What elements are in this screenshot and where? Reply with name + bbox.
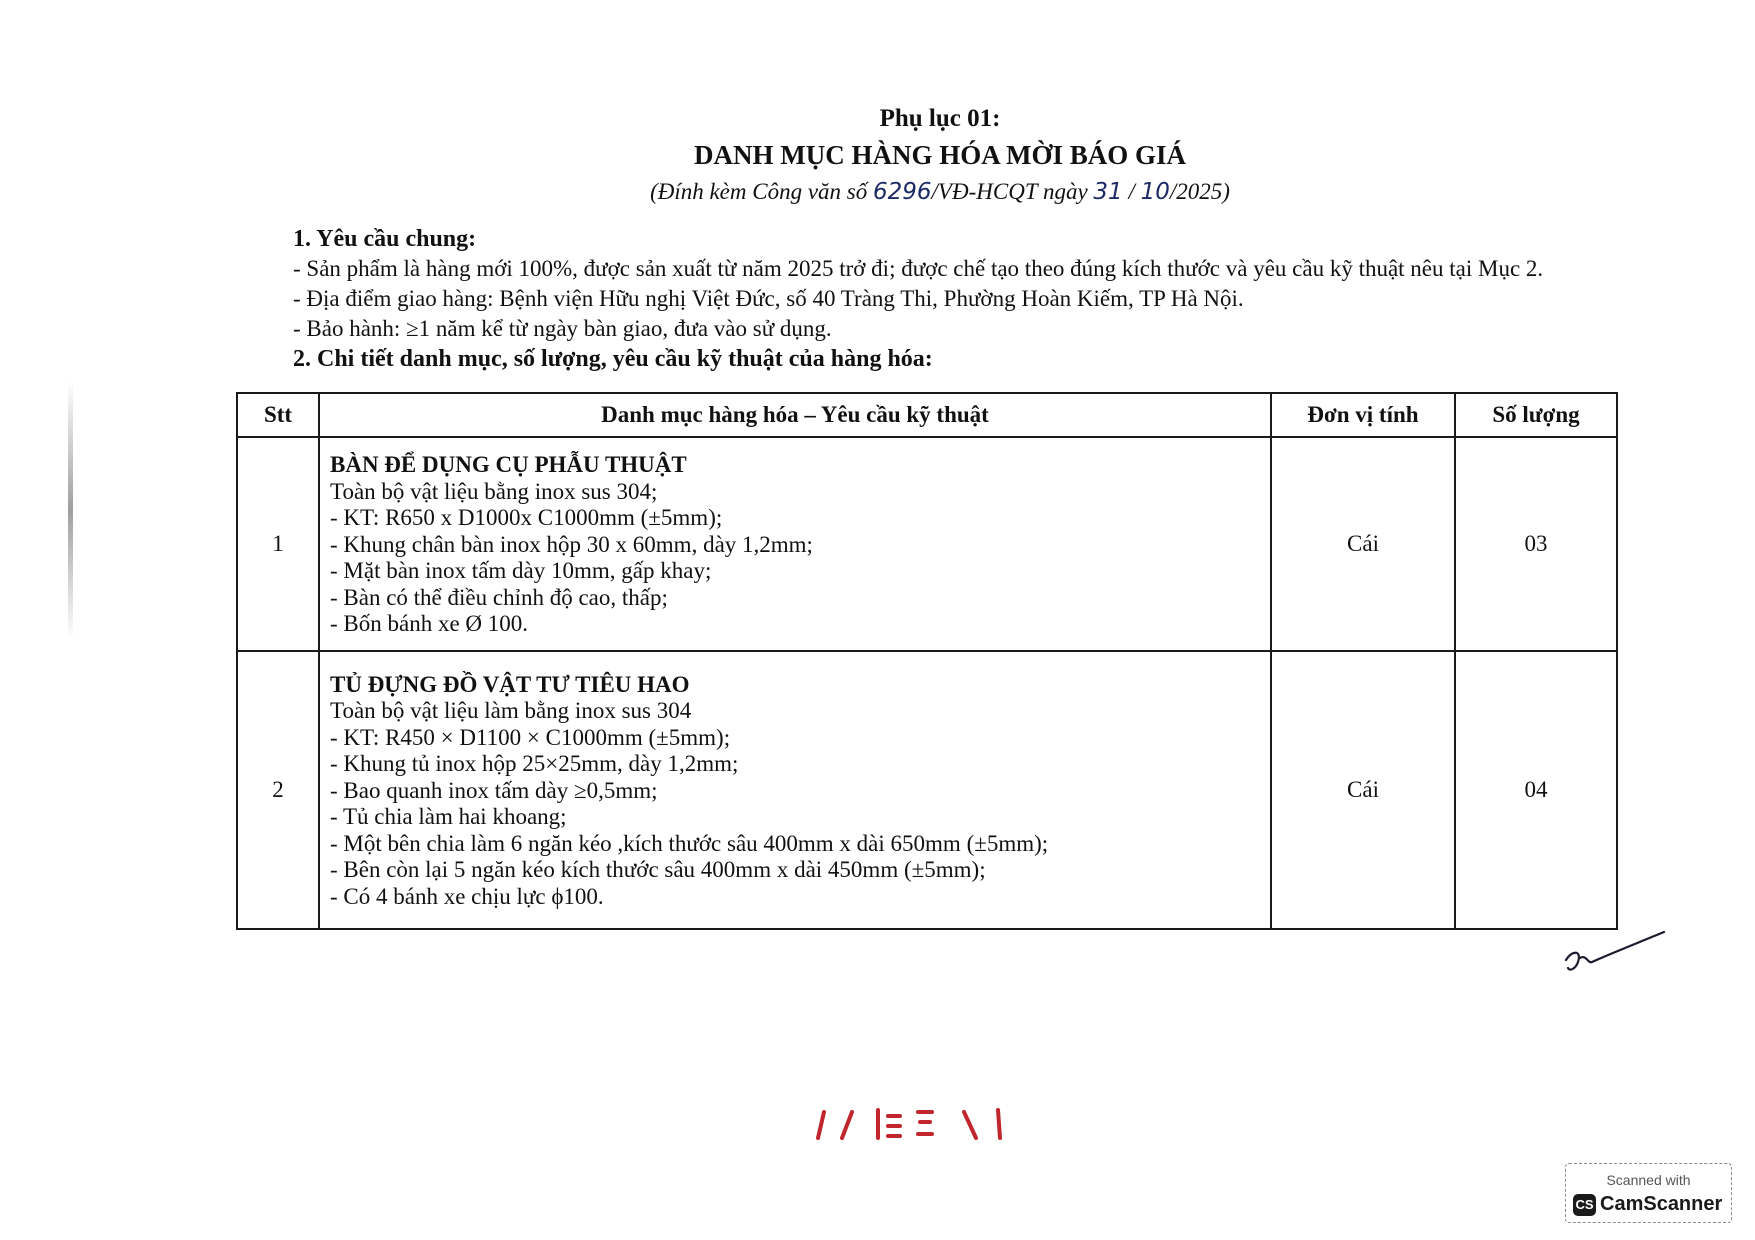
handwritten-initials [1560, 928, 1670, 978]
attach-mid: /VĐ-HCQT ngày [931, 179, 1094, 204]
item-title: TỦ ĐỰNG ĐỒ VẬT TƯ TIÊU HAO [330, 671, 690, 697]
camscanner-watermark [1565, 1163, 1732, 1223]
item-title: BÀN ĐỂ DỤNG CỤ PHẪU THUẬT [330, 452, 687, 478]
header-unit: Đơn vị tính [1271, 393, 1455, 437]
row-description [319, 437, 1271, 651]
spec-line: - KT: R450 × D1100 × C1000mm (±5mm); [330, 724, 731, 750]
general-heading: 1. Yêu cầu chung: [293, 226, 477, 252]
row-stt: 2 [237, 651, 319, 929]
spec-line: Toàn bộ vật liệu làm bằng inox sus 304 [330, 698, 692, 724]
goods-table [236, 392, 1618, 930]
spec-line: - Khung chân bàn inox hộp 30 x 60mm, dày 1,2mm; [330, 531, 813, 557]
general-line: - Địa điểm giao hàng: Bệnh viện Hữu nghị Việt Đức, số 40 Tràng Thi, Phường Hoàn Kiếm, TP Hà Nội. [293, 286, 1244, 311]
handwritten-doc-number: 6296 [873, 179, 932, 205]
row-stt: 1 [237, 437, 319, 651]
spec-line: - Bàn có thể điều chỉnh độ cao, thấp; [330, 584, 668, 610]
table-row [237, 437, 1617, 651]
spec-line: Toàn bộ vật liệu bằng inox sus 304; [330, 478, 658, 504]
row-quantity: 04 [1455, 651, 1617, 929]
spec-line: - Bao quanh inox tấm dày ≥0,5mm; [330, 777, 658, 803]
spec-line: - Có 4 bánh xe chịu lực ϕ100. [330, 883, 604, 909]
table-row [237, 651, 1617, 929]
document-title: DANH MỤC HÀNG HÓA MỜI BÁO GIÁ [694, 140, 1186, 170]
scanned-with-label: Scanned with [1606, 1172, 1691, 1188]
red-seal-fragment [808, 1098, 1018, 1142]
scan-edge-shadow [68, 380, 73, 640]
handwritten-day: 31 [1093, 179, 1123, 205]
attachment-reference [0, 174, 1755, 210]
general-requirements [293, 224, 1693, 374]
handwritten-month: 10 [1140, 179, 1170, 205]
camscanner-logo-icon: CS [1573, 1194, 1596, 1216]
date-separator: / [1122, 179, 1141, 204]
table-header-row [237, 393, 1617, 437]
header-description: Danh mục hàng hóa – Yêu cầu kỹ thuật [319, 393, 1271, 437]
spec-line: - Bên còn lại 5 ngăn kéo kích thước sâu 400mm x dài 450mm (±5mm); [330, 857, 986, 883]
spec-line: - Bốn bánh xe Ø 100. [330, 611, 529, 637]
spec-line: - KT: R650 x D1000x C1000mm (±5mm); [330, 505, 723, 531]
row-quantity: 03 [1455, 437, 1617, 651]
attach-prefix: (Đính kèm Công văn số [650, 179, 873, 204]
general-line: - Bảo hành: ≥1 năm kể từ ngày bàn giao, đưa vào sử dụng. [293, 316, 832, 341]
spec-line: - Khung tủ inox hộp 25×25mm, dày 1,2mm; [330, 751, 739, 777]
spec-line: - Tủ chia làm hai khoang; [330, 804, 567, 830]
document-header [0, 102, 1755, 210]
detail-heading: 2. Chi tiết danh mục, số lượng, yêu cầu kỹ thuật của hàng hóa: [293, 346, 933, 372]
row-unit: Cái [1271, 651, 1455, 929]
attach-suffix: /2025) [1169, 179, 1230, 204]
camscanner-name: CamScanner [1600, 1193, 1723, 1215]
header-stt: Stt [237, 393, 319, 437]
row-description [319, 651, 1271, 929]
header-quantity: Số lượng [1455, 393, 1617, 437]
general-line: - Sản phẩm là hàng mới 100%, được sản xuất từ năm 2025 trở đi; được chế tạo theo đúng kích thước và yêu cầu kỹ thuật nêu tại Mục 2. [293, 256, 1544, 281]
row-unit: Cái [1271, 437, 1455, 651]
appendix-label: Phụ lục 01: [879, 105, 1001, 132]
spec-line: - Mặt bàn inox tấm dày 10mm, gấp khay; [330, 558, 712, 584]
spec-line: - Một bên chia làm 6 ngăn kéo ,kích thước sâu 400mm x dài 650mm (±5mm); [330, 830, 1049, 856]
